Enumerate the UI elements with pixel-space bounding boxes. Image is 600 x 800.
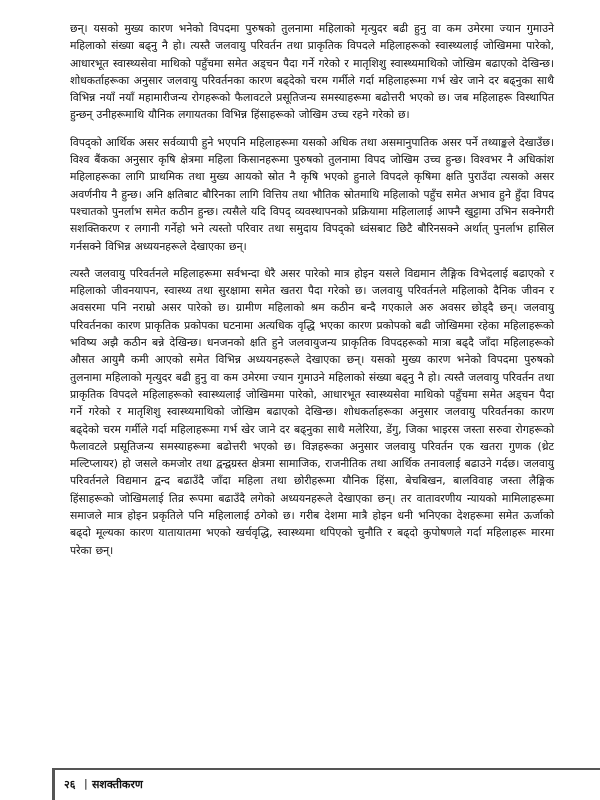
body-text xyxy=(70,20,554,569)
page-footer xyxy=(0,768,600,800)
running-title: सशक्तीकरण xyxy=(92,778,143,791)
page-number: २६ xyxy=(64,778,76,791)
paragraph-3: त्यस्तै जलवायु परिवर्तनले महिलाहरूमा सर्वभन्दा धेरै असर पारेको मात्र होइन यसले विद्यमान लैङ्गिक विभेदलाई बढाएको र महिलाको जीवनयापन, स्वास्थ्य तथा सुरक्षामा समेत खतरा पैदा गरेको छ। जलवायु परिवर्तनले महिलाको दैनिक जीवन र अवसरमा पनि नराम्रो असर पारेको छ। ग्रामीण महिलाको श्रम कठीन बन्दै गएकाले अरु अवसर छोड्दै छन्। जलवायु परिवर्तनका कारण प्राकृतिक प्रकोपका घटनामा अत्यधिक वृद्धि भएका कारण प्रकोपको बढी जोखिममा रहेका महिलाहरूको भविष्य अझै कठीन बन्ने देखिन्छ। धनजनको क्षति हुने जलवायुजन्य प्राकृतिक विपदहरूको मात्रा बढ्दै जाँदा महिलाहरूको औसत आयुमै कमी आएको समेत विभिन्न अध्ययनहरूले देखाएका छन्। यसको मुख्य कारण भनेको विपदमा पुरुषको तुलनामा महिलाको मृत्युदर बढी हुनु वा कम उमेरमा ज्यान गुमाउने महिलाको संख्या बढ्नु नै हो। त्यस्तै जलवायु परिवर्तन तथा प्राकृतिक विपदले महिलाहरूको स्वास्थ्यलाई जोखिममा पारेको, आधारभूत स्वास्थ्यसेवा माथिको पहुँचमा समेत अड्चन पैदा गर्ने गरेको र मातृशिशु स्वास्थ्यमाथिको जोखिम बढाएको देखिन्छ। शोधकर्ताहरूका अनुसार जलवायु परिवर्तनका कारण बढ्देको चरम गर्मीले गर्दा महिलाहरूमा गर्भ खेर जाने दर बढ्नुका साथै मलेरिया, डेंगु, जिका भाइरस जस्ता सरुवा रोगहरूको फैलावटले प्रसूतिजन्य समस्याहरूमा बढोत्तरी भएको छ। विज्ञहरूका अनुसार जलवायु परिवर्तन एक खतरा गुणक (थ्रेट मल्टिप्लायर) हो जसले कमजोर तथा द्वन्द्वग्रस्त क्षेत्रमा सामाजिक, राजनीतिक तथा आर्थिक तनावलाई बढाउने गर्दछ। जलवायु परिवर्तनले विद्यमान द्वन्द बढाउँदै जाँदा महिला तथा छोरीहरूमा यौनिक हिंसा, बेचबिखन, बालविवाह जस्ता लैङ्गिक हिंसाहरूको जोखिमलाई तिव्र रूपमा बढाउँदै लगेको अध्ययनहरूले देखाएका छन्। तर वातावरणीय न्यायको मामिलाहरूमा समाजले मात्र होइन प्रकृतिले पनि महिलालाई ठगेको छ। गरीब देशमा मात्रै होइन धनी भनिएका देशहरूमा समेत ऊर्जाको बढ्दो मूल्यका कारण यातायातमा भएको खर्चवृद्धि, स्वास्थ्यमा थपिएको चुनौति र बढ्दो कुपोषणले गर्दा महिलाहरू मारमा परेका छन्। xyxy=(70,266,554,557)
footer-separator: | xyxy=(84,777,88,790)
paragraph-2: विपद्को आर्थिक असर सर्वव्यापी हुने भएपनि महिलाहरूमा यसको अधिक तथा असमानुपातिक असर पर्ने तथ्याङ्कले देखाउँछ। विश्व बैंकका अनुसार कृषि क्षेत्रमा महिला किसानहरूमा पुरुषको तुलनामा विपद जोखिम उच्च हुन्छ। विश्वभर नै अधिकांश महिलाहरूका लागि प्राथमिक तथा मुख्य आयको स्रोत नै कृषि भएकाे हुनाले विपदले कृषिमा क्षति पुराउँदा त्यसको असर अवर्णनीय नै हुन्छ। अनि क्षतिबाट बौरिनका लागि वित्तिय तथा भौतिक स्रोतमाथि महिलाको पहुँच समेत अभाव हुने हुँदा विपद पश्चातको पुनर्लाभ समेत कठीन हुन्छ। त्यसैले यदि विपद् व्यवस्थापनको प्रक्रियामा महिलालाई आफ्नै खुट्टामा उभिन सक्नेगरी सशक्तिकरण र लगानी गर्नेहो भने त्यस्तो परिवार तथा समुदाय विपद्को ध्वंसबाट छिटै बौरिनसक्ने अर्थात् पुनर्लाभ हासिल गर्नसक्ने विभिन्न अध्ययनहरूले देखाएका छन्। xyxy=(70,135,554,253)
paragraph-1: छन्। यसको मुख्य कारण भनेको विपदमा पुरुषको तुलनामा महिलाको मृत्युदर बढी हुनु वा कम उमेरमा ज्यान गुमाउने महिलाको संख्या बढ्नु नै हो। त्यस्तै जलवायु परिवर्तन तथा प्राकृतिक विपदले महिलाहरूको स्वास्थ्यलाई जोखिममा पारेको, आधारभूत स्वास्थ्यसेवा माथिको पहुँचमा समेत अड्चन पैदा गर्ने गरेको र मातृशिशु स्वास्थ्यमाथिको जोखिम बढाएको देखिन्छ। शोधकर्ताहरूका अनुसार जलवायु परिवर्तनका कारण बढ्देको चरम गर्मीले गर्दा महिलाहरूमा गर्भ खेर जाने दर बढ्नुका साथै विभिन्न नयाँ नयाँ महामारीजन्य रोगहरूको फैलावटले प्रसूतिजन्य समस्याहरूमा बढोत्तरी भएको छ। जब महिलाहरू विस्थापित हुन्छन् उनीहरूमाथि यौनिक लगायतका विभिन्न हिंसाहरूको जोखिम उच्च रहने गरेको छ। xyxy=(70,22,554,122)
footer-rule xyxy=(52,768,600,770)
footer-side-rule xyxy=(52,768,55,800)
